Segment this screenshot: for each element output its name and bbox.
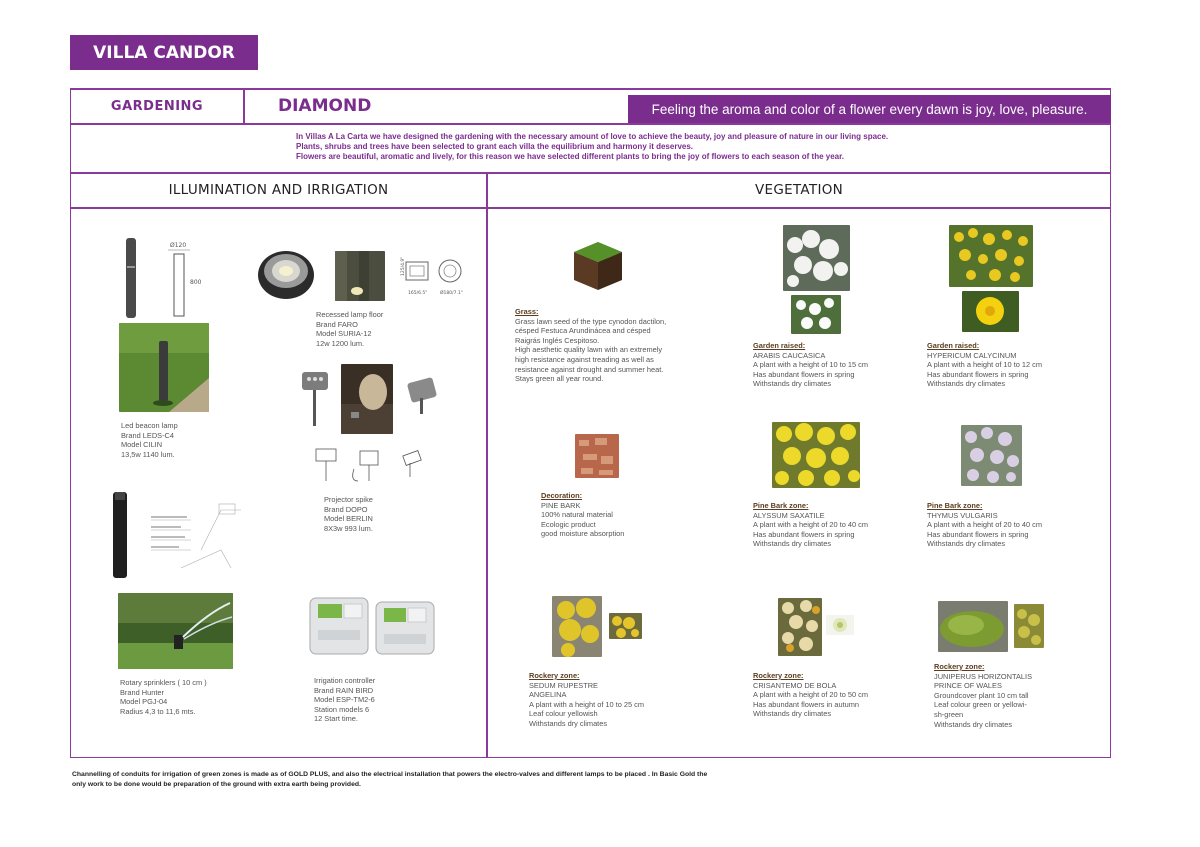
grass-line: Stays green all year round. [515,374,604,384]
hypericum-heading: Garden raised: [927,341,980,350]
crisantemo-line: A plant with a height of 20 to 50 cm [753,690,869,700]
projector-spike-photo [298,366,334,428]
projector-spike-install-photo [341,364,393,434]
controller-line: Irrigation controller [314,676,376,685]
projector-spike-angle-photo [405,376,439,416]
beacon-lamp-drawing-icon [118,236,208,320]
vegetation-title: VEGETATION [754,182,844,198]
thymus-line: Withstands dry climates [927,539,1006,549]
recessed-line: Model SURIA-12 [316,329,372,339]
arabis-line: Withstands dry climates [753,379,832,389]
recessed-dim: Ø180/7.1" [440,291,463,296]
recessed-dim: 125/4.9" [401,256,406,276]
controller-line: Station models 6 [314,704,370,714]
column-divider [486,172,488,758]
grass-line: césped Festuca Arundinácea and césped [515,326,651,336]
beacon-line: Led beacon lamp [121,421,178,430]
grass-description [515,307,666,384]
recessed-description [316,310,383,348]
crisantemo-heading: Rockery zone: [753,671,804,680]
controller-line: Brand RAIN BIRD [314,685,374,695]
grass-heading: Grass: [515,307,539,316]
controller-line: Model ESP-TM2-6 [314,695,375,705]
hypericum-photo [949,225,1033,287]
illumination-title: ILLUMINATION AND IRRIGATION [168,182,389,198]
thymus-description [927,501,1042,549]
alyssum-heading: Pine Bark zone: [753,501,809,510]
projector-description [324,495,373,533]
crisantemo-description [753,671,868,719]
arabis-line: Has abundant flowers in spring [753,369,855,379]
beacon-line: Brand LEDS-C4 [121,430,174,440]
pine-bark-photo [575,434,619,478]
thymus-line: THYMUS VULGARIS [927,510,998,520]
divider [243,88,245,124]
sprinkler-drawing-icon [111,490,251,580]
arabis-heading: Garden raised: [753,341,806,350]
recessed-lamp-install-photo [335,251,385,301]
crisantemo-closeup-photo [826,615,854,635]
sprinkler-description [120,678,207,716]
arabis-line: ARABIS CAUCASICA [753,350,826,360]
section-title-gardening: GARDENING [110,98,204,114]
beacon-dim-top: Ø120 [170,242,187,249]
projector-line: Model BERLIN [324,514,373,524]
divider [70,123,1111,125]
grass-line: High aesthetic quality lawn with an extremely [515,345,663,355]
thymus-line: A plant with a height of 20 to 40 cm [927,520,1043,530]
grass-sample-photo [570,236,626,294]
projector-line: Brand DOPO [324,504,368,514]
footer-line: only work to be done would be preparation of the ground with extra earth being provided. [72,781,361,788]
decoration-line: Ecologic product [541,519,596,529]
juniperus-line: JUNIPERUS HORIZONTALIS [934,671,1033,681]
intro-line: Plants, shrubs and trees have been selected to grant each villa the equilibrium and harmony it deserves. [296,142,694,151]
beacon-lamp-photo [119,323,209,412]
sprinkler-photo [118,593,233,669]
juniperus-line: sh-green [934,709,964,719]
decoration-line: PINE BARK [541,500,581,510]
sprinkler-line: Model PGJ-04 [120,697,168,707]
sprinkler-line: Radius 4,3 to 11,6 mts. [120,706,196,716]
sprinkler-line: Brand Hunter [120,687,164,697]
package-title: DIAMOND [278,96,372,116]
recessed-line: 12w 1200 lum. [316,338,365,348]
sedum-closeup-photo [609,613,642,639]
decoration-line: good moisture absorption [541,529,625,539]
juniperus-closeup-photo [1014,604,1044,648]
footer-note [72,770,792,790]
sedum-description [529,671,644,729]
intro-line: Flowers are beautiful, aromatic and lively, for this reason we have selected different plants to bring the joy of flowers to each season of the year. [296,152,844,161]
footer-line: Channelling of conduits for irrigation of green zones is made as of GOLD PLUS, and also the electrical installation that powers the electro-valves and different lamps to be placed . In Basic Gold the [72,771,708,778]
hypericum-line: Has abundant flowers in spring [927,369,1029,379]
slogan-banner: Feeling the aroma and color of a flower every dawn is joy, love, pleasure. [628,95,1111,123]
recessed-dim: 165/6.5" [408,291,428,296]
arabis-photo [783,225,850,291]
alyssum-line: Has abundant flowers in spring [753,529,855,539]
sedum-photo [552,596,602,657]
recessed-lamp-photo [256,247,326,305]
controller-description [314,676,375,724]
juniperus-description [934,662,1032,729]
juniperus-photo [938,601,1008,652]
arabis-closeup-photo [791,295,841,334]
juniperus-line: Withstands dry climates [934,719,1013,729]
sedum-line: A plant with a height of 10 to 25 cm [529,699,645,709]
sedum-heading: Rockery zone: [529,671,580,680]
irrigation-controller-photo [308,596,438,658]
hypericum-line: HYPERICUM CALYCINUM [927,350,1017,360]
beacon-line: Model CILIN [121,440,163,450]
alyssum-line: Withstands dry climates [753,539,832,549]
alyssum-line: ALYSSUM SAXATILE [753,510,825,520]
beacon-dim-side: 800 [190,279,202,286]
controller-line: 12 Start time. [314,714,358,724]
intro-line: In Villas A La Carta we have designed the gardening with the necessary amount of love to achieve the beauty, joy and pleasure of nature in our living space. [296,132,889,141]
thymus-heading: Pine Bark zone: [927,501,983,510]
juniperus-line: Groundcover plant 10 cm tall [934,690,1029,700]
hypericum-description [927,341,1042,389]
arabis-line: A plant with a height of 10 to 15 cm [753,360,869,370]
juniperus-line: Leaf colour green or yellowi- [934,700,1027,710]
projector-line: Projector spike [324,495,373,504]
decoration-line: 100% natural material [541,510,613,520]
thymus-line: Has abundant flowers in spring [927,529,1029,539]
sedum-line: ANGELINA [529,690,567,700]
juniperus-line: PRINCE OF WALES [934,681,1002,691]
arabis-description [753,341,868,389]
grass-line: Grass lawn seed of the type cynodon dactilon, [515,316,667,326]
projector-line: 8X3w 993 lum. [324,523,373,533]
hypericum-line: A plant with a height of 10 to 12 cm [927,360,1043,370]
sedum-line: Withstands dry climates [529,718,608,728]
grass-line: high resistance against treading as well as [515,354,654,364]
hypericum-closeup-photo [962,291,1019,332]
crisantemo-line: CRISANTEMO DE BOLA [753,680,837,690]
sprinkler-line: Rotary sprinklers ( 10 cm ) [120,678,207,687]
intro-text [296,132,1076,162]
beacon-line: 13,5w 1140 lum. [121,449,175,459]
grass-line: resistance against drought and summer heat. [515,364,664,374]
crisantemo-line: Withstands dry climates [753,709,832,719]
decoration-description [541,491,624,539]
recessed-line: Brand FARO [316,319,358,329]
sedum-line: SEDUM RUPESTRE [529,680,598,690]
decoration-heading: Decoration: [541,491,583,500]
alyssum-line: A plant with a height of 20 to 40 cm [753,520,869,530]
crisantemo-line: Has abundant flowers in autumn [753,699,859,709]
sedum-line: Leaf colour yellowish [529,709,598,719]
recessed-line: Recessed lamp floor [316,310,384,319]
recessed-lamp-drawing-icon [392,256,472,300]
alyssum-description [753,501,868,549]
grass-line: Raigrás Inglés Cespitoso. [515,335,600,345]
hypericum-line: Withstands dry climates [927,379,1006,389]
alyssum-photo [772,422,860,488]
beacon-description [121,421,178,459]
brand-label: VILLA CANDOR [70,35,258,70]
projector-spike-drawing-icon [306,441,442,485]
juniperus-heading: Rockery zone: [934,662,985,671]
crisantemo-photo [778,598,822,656]
thymus-photo [961,425,1022,486]
